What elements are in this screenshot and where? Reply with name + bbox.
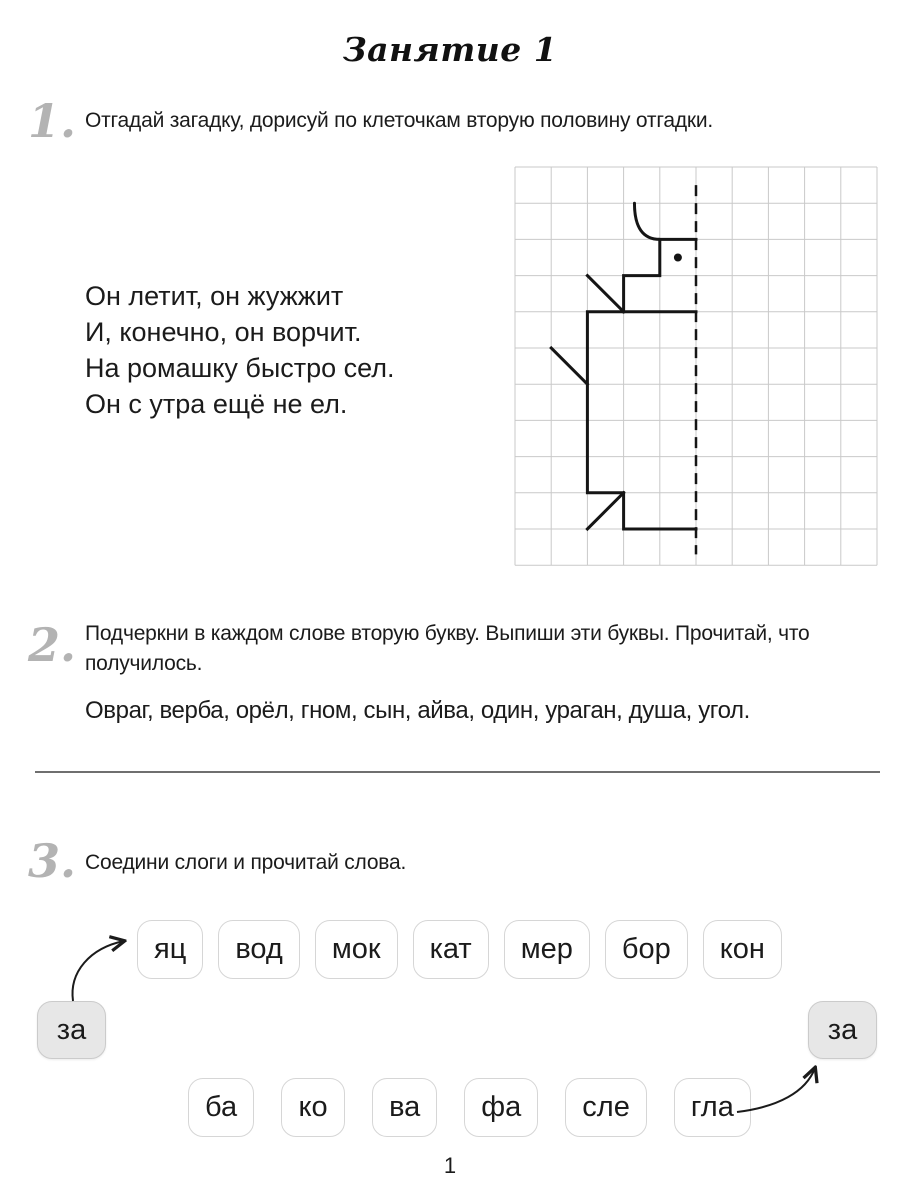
- za-box-left[interactable]: [37, 1001, 106, 1059]
- page-title: Занятие 1: [342, 30, 558, 69]
- syllable-label: ко: [298, 1091, 328, 1123]
- page-number: 1: [443, 1153, 457, 1178]
- syllable-label: мер: [520, 933, 573, 965]
- syllable-label: ва: [389, 1091, 421, 1123]
- syllable-row-top: [137, 920, 782, 979]
- poem-line: Он летит, он жужжит: [85, 281, 344, 311]
- syllable-box[interactable]: [372, 1078, 437, 1137]
- syllable-label: гла: [690, 1091, 734, 1123]
- syllable-box[interactable]: [188, 1078, 254, 1137]
- task2-word-list: Овраг, верба, орёл, гном, сын, айва, один, ураган, душа, угол.: [85, 697, 750, 724]
- syllable-box[interactable]: [504, 920, 590, 979]
- riddle-poem: [85, 278, 395, 422]
- syllable-box[interactable]: [605, 920, 688, 979]
- syllable-box[interactable]: [703, 920, 782, 979]
- syllable-box[interactable]: [413, 920, 489, 979]
- task1-instruction: Отгадай загадку, дорисуй по клеточкам вторую половину отгадки.: [85, 109, 714, 132]
- syllable-label: яц: [154, 933, 187, 965]
- syllable-box[interactable]: [137, 920, 203, 979]
- za-box-right[interactable]: [808, 1001, 877, 1059]
- syllable-box[interactable]: [464, 1078, 538, 1137]
- task3-instruction: Соедини слоги и прочитай слова.: [85, 851, 407, 874]
- poem-line: На ромашку быстро сел.: [85, 353, 395, 383]
- syllable-label: за: [56, 1013, 87, 1046]
- syllable-label: ба: [205, 1091, 238, 1123]
- syllable-label: мок: [331, 933, 381, 965]
- syllable-label: фа: [481, 1091, 522, 1123]
- syllable-label: за: [827, 1013, 858, 1046]
- syllable-label: бор: [621, 933, 671, 965]
- task1-number: 1.: [28, 94, 77, 148]
- syllable-box[interactable]: [315, 920, 398, 979]
- poem-line: И, конечно, он ворчит.: [85, 317, 362, 347]
- section-divider: [35, 771, 880, 773]
- syllable-box[interactable]: [674, 1078, 751, 1137]
- syllable-label: сле: [582, 1091, 630, 1123]
- task2-instruction: Подчеркни в каждом слове вторую букву. Выпиши эти буквы. Прочитай, что получилось.: [85, 622, 810, 676]
- syllable-box[interactable]: [565, 1078, 647, 1137]
- task2-number: 2.: [28, 618, 77, 672]
- syllable-label: кат: [429, 933, 472, 965]
- grid-drawing-area[interactable]: [515, 167, 877, 565]
- syllable-label: кон: [719, 933, 765, 965]
- poem-line: Он с утра ещё не ел.: [85, 389, 348, 419]
- syllable-box[interactable]: [281, 1078, 345, 1137]
- syllable-label: вод: [235, 933, 283, 965]
- syllable-row-bottom: [188, 1078, 751, 1137]
- task3-number: 3.: [28, 834, 77, 888]
- syllable-box[interactable]: [218, 920, 300, 979]
- arrow-za-to-first-syllable: [73, 941, 124, 1001]
